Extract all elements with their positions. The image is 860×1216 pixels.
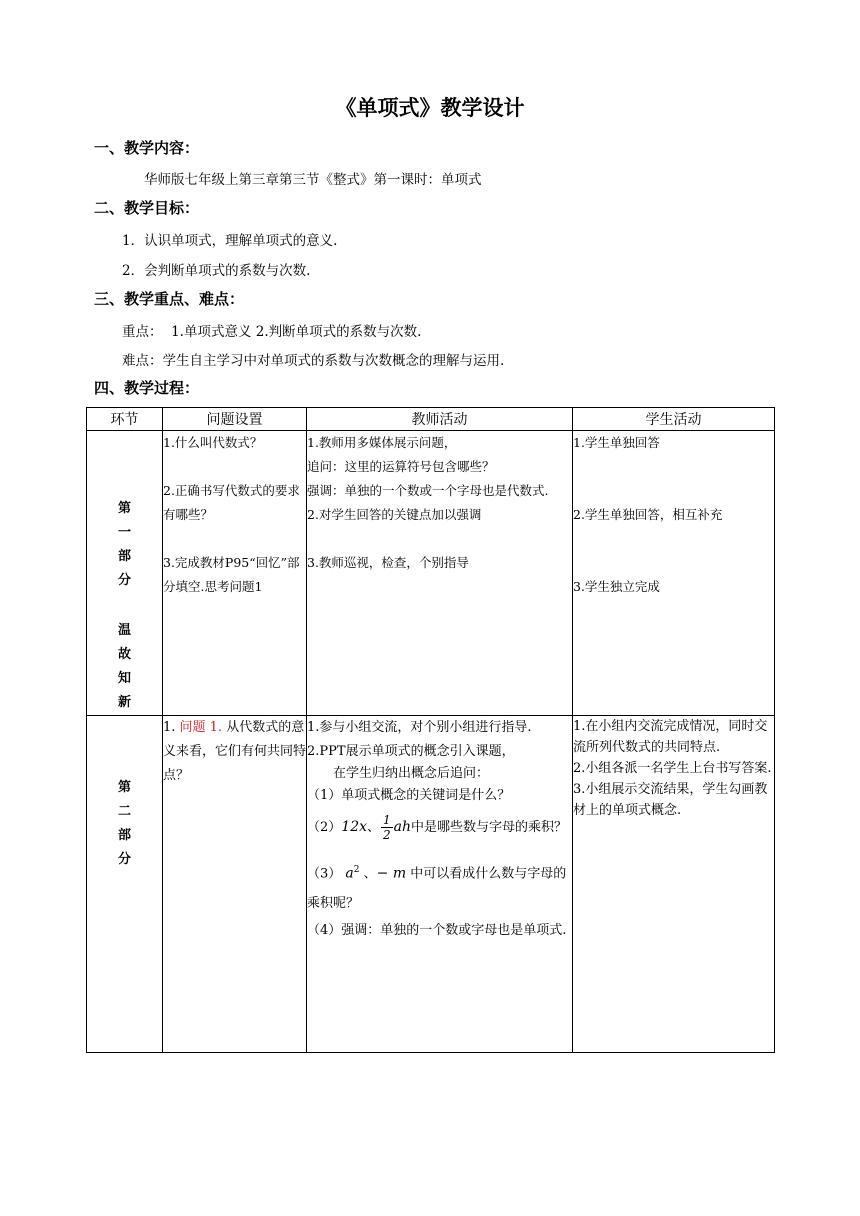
stage-label-part2: [87, 716, 162, 872]
teacher-cell-2: [307, 716, 573, 1053]
teacher-item: （4）强调：单独的一个数或字母也是单项式.: [307, 923, 567, 939]
stage-char: 分: [117, 852, 131, 867]
table-row: [87, 716, 775, 1053]
question-item: 1.什么叫代数式？: [163, 435, 263, 450]
header-teacher: 教师活动: [307, 408, 573, 431]
teacher-item-math: [307, 855, 572, 919]
student-item: 3.学生独立完成: [573, 579, 660, 594]
stage-char: 部: [117, 549, 131, 564]
document-title: 《单项式》教学设计: [335, 96, 525, 120]
math-expression: ah: [393, 819, 412, 835]
item-number: （3）: [307, 866, 346, 882]
stage-cell-1: [87, 431, 163, 716]
student-item: 1.在小组内交流完成情况，同时交流所列代数式的共同特点.: [573, 719, 768, 755]
key-point-text: 重点： 1.单项式意义 2.判断单项式的系数与次数.: [122, 324, 422, 340]
teacher-item: 1.教师用多媒体展示问题，: [307, 435, 457, 450]
goal-item-1: 1．认识单项式，理解单项式的意义.: [122, 233, 338, 249]
student-cell-1: [573, 431, 775, 716]
teacher-cell-1: [307, 431, 573, 716]
stage-char: 第: [117, 501, 131, 516]
table-header-row: [87, 408, 775, 431]
student-item: 1.学生单独回答: [573, 435, 660, 450]
question-item: [163, 716, 306, 788]
math-expression: a: [345, 865, 354, 882]
stage-label-review: [87, 593, 162, 715]
section-heading-goals: 二、教学目标：: [94, 199, 200, 217]
teacher-item: 强调：单独的一个数或一个字母也是代数式.: [307, 483, 549, 498]
question-item: 2.正确书写代数式的要求有哪些？: [163, 483, 300, 522]
stage-char: 二: [117, 804, 131, 819]
teacher-item: 在学生归纳出概念后追问：: [333, 766, 490, 781]
section-heading-process: 四、教学过程：: [94, 379, 200, 397]
question-number: 1.: [163, 720, 180, 735]
stage-char: 新: [117, 695, 131, 710]
stage-cell-2: [87, 716, 163, 1053]
teacher-item: 3.教师巡视，检查，个别指导: [307, 555, 469, 570]
item-number: （2）: [307, 820, 342, 835]
item-text: 中是哪些数与字母的乘积？: [411, 820, 568, 835]
student-cell-2: [573, 716, 775, 1053]
process-table: [86, 407, 775, 1053]
header-student: 学生活动: [573, 408, 775, 431]
student-item: 2.学生单独回答，相互补充: [573, 507, 723, 522]
separator: 、: [367, 820, 381, 835]
stage-char: 故: [117, 647, 131, 662]
stage-char: 第: [117, 780, 131, 795]
questions-cell-1: [163, 431, 307, 716]
fraction-one-half: [381, 813, 393, 842]
stage-char: 一: [117, 525, 131, 540]
question-text: 从代数式的意义来看，它们有何共同特点？: [163, 720, 307, 783]
table-row: [87, 431, 775, 716]
questions-cell-2: [163, 716, 307, 1053]
teacher-item: 2.对学生回答的关键点加以强调: [307, 507, 482, 522]
stage-char: 知: [117, 671, 131, 686]
teacher-item: （1）单项式概念的关键词是什么？: [307, 788, 511, 803]
student-item: 2.小组各派一名学生上台书写答案.: [573, 761, 772, 776]
teacher-item: 1.参与小组交流，对个别小组进行指导.: [307, 720, 532, 735]
math-expression: − m: [376, 865, 407, 882]
section-heading-keypoints: 三、教学重点、难点：: [94, 290, 245, 308]
question-item: 3.完成教材P95“回忆”部分填空.思考问题1: [163, 555, 300, 594]
header-questions: 问题设置: [163, 408, 307, 431]
header-stage: 环节: [87, 408, 163, 431]
stage-char: 温: [117, 623, 131, 638]
teacher-item: 追问：这里的运算符号包含哪些？: [307, 459, 495, 474]
stage-label-part1: [87, 431, 162, 593]
content-text: 华师版七年级上第三章第三节《整式》第一课时：单项式: [144, 172, 482, 188]
fraction-denominator: 2: [383, 828, 391, 842]
teacher-item: 2.PPT展示单项式的概念引入课题，: [307, 744, 515, 759]
teacher-item-math: [307, 808, 572, 847]
separator: 、: [359, 866, 377, 882]
exponent: 2: [353, 865, 360, 875]
student-item: 3.小组展示交流结果，学生勾画教材上的单项式概念.: [573, 782, 768, 818]
item-text: 中可以看成什么数与字母的乘积呢？: [307, 866, 567, 912]
stage-char: 分: [117, 573, 131, 588]
difficult-point-text: 难点：学生自主学习中对单项式的系数与次数概念的理解与运用.: [122, 353, 505, 369]
math-expression: 12x: [341, 819, 367, 835]
question-label: 问题 1.: [179, 720, 223, 735]
goal-item-2: 2．会判断单项式的系数与次数.: [122, 263, 311, 279]
stage-char: 部: [117, 828, 131, 843]
fraction-numerator: 1: [383, 813, 391, 827]
section-heading-content: 一、教学内容：: [94, 139, 200, 157]
